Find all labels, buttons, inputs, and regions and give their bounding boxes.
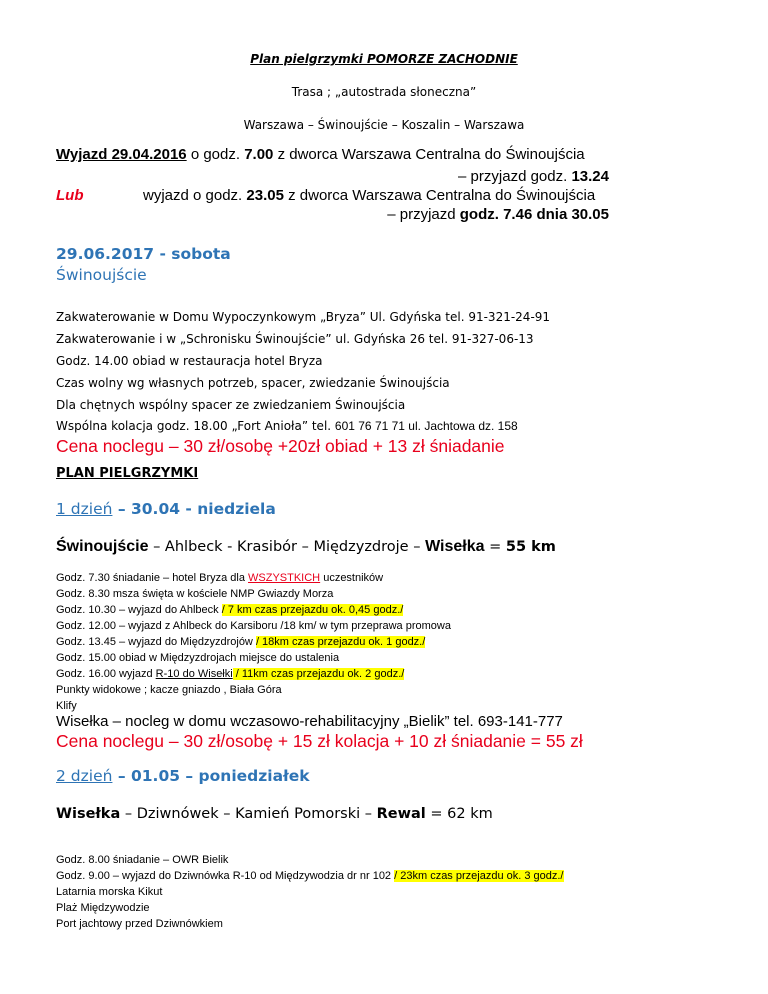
- departure-line-2: – przyjazd godz. 13.24: [458, 168, 609, 185]
- day1-line: Klify: [56, 700, 77, 712]
- departure-line-4: – przyjazd godz. 7.46 dnia 30.05: [387, 206, 609, 223]
- day1-label: 1 dzień – 30.04 - niedziela: [56, 500, 276, 518]
- day1-line: Punkty widokowe ; kacze gniazdo , Biała Góra: [56, 684, 282, 696]
- day0-price: Cena noclegu – 30 zł/osobę +20zł obiad + 13 zł śniadanie: [56, 436, 505, 456]
- day0-line: Zakwaterowanie w Domu Wypoczynkowym „Bryza” Ul. Gdyńska tel. 91-321-24-91: [56, 310, 551, 324]
- day0-place: Świnoujście: [56, 266, 147, 284]
- route-label: Trasa ; „autostrada słoneczna”: [291, 85, 477, 99]
- day2-route: Wisełka – Dziwnówek – Kamień Pomorski – Rewal = 62 km: [56, 806, 493, 822]
- day2-line: Latarnia morska Kikut: [56, 886, 163, 898]
- day0-line: Godz. 14.00 obiad w restauracja hotel Bryza: [56, 354, 323, 368]
- day1-line: Godz. 16.00 wyjazd R-10 do Wisełki / 11km czas przejazdu ok. 2 godz./: [56, 668, 405, 680]
- day2-line: Plaż Międzywodzie: [56, 902, 150, 914]
- document-title: Plan pielgrzymki POMORZE ZACHODNIE: [250, 52, 518, 66]
- day0-line: Czas wolny wg własnych potrzeb, spacer, zwiedzanie Świnoujścia: [56, 376, 450, 390]
- day1-line: Godz. 8.30 msza święta w kościele NMP Gwiazdy Morza: [56, 588, 334, 600]
- day1-line: Godz. 12.00 – wyjazd z Ahlbeck do Karsiboru /18 km/ w tym przeprawa promowa: [56, 620, 451, 632]
- day1-line: Godz. 7.30 śniadanie – hotel Bryza dla WSZYSTKICH uczestników: [56, 572, 384, 584]
- day1-price: Cena noclegu – 30 zł/osobę + 15 zł kolacja + 10 zł śniadanie = 55 zł: [56, 731, 583, 751]
- route-cities: Warszawa – Świnoujście – Koszalin – Warszawa: [243, 118, 525, 132]
- day2-line: Godz. 9.00 – wyjazd do Dziwnówka R-10 od Międzywodzia dr nr 102 / 23km czas przejazdu ok. 3 godz./: [56, 870, 564, 882]
- day2-line: Godz. 8.00 śniadanie – OWR Bielik: [56, 854, 229, 866]
- day1-line: Godz. 10.30 – wyjazd do Ahlbeck / 7 km czas przejazdu ok. 0,45 godz./: [56, 604, 404, 616]
- departure-line-1: Wyjazd 29.04.2016 o godz. 7.00 z dworca Warszawa Centralna do Świnoujścia: [56, 146, 585, 163]
- day0-date: 29.06.2017 - sobota: [56, 245, 231, 263]
- day0-line: Zakwaterowanie i w „Schronisku Świnoujście” ul. Gdyńska 26 tel. 91-327-06-13: [56, 332, 534, 346]
- day2-line: Port jachtowy przed Dziwnówkiem: [56, 918, 223, 930]
- plan-heading: PLAN PIELGRZYMKI: [56, 466, 199, 481]
- day0-line: Dla chętnych wspólny spacer ze zwiedzaniem Świnoujścia: [56, 398, 406, 412]
- departure-line-3: wyjazd o godz. 23.05 z dworca Warszawa Centralna do Świnoujścia: [143, 187, 596, 204]
- day0-supper: Wspólna kolacja godz. 18.00 „Fort Anioła” tel. 601 76 71 71 ul. Jachtowa dz. 158: [56, 419, 518, 433]
- day1-line: Godz. 15.00 obiad w Międzyzdrojach miejsce do ustalenia: [56, 652, 340, 664]
- day1-route: Świnoujście – Ahlbeck - Krasibór – Międzyzdroje – Wisełka = 55 km: [56, 538, 556, 555]
- day2-label: 2 dzień – 01.05 – poniedziałek: [56, 767, 310, 785]
- alternative-label: Lub: [56, 187, 84, 204]
- day1-line: Godz. 13.45 – wyjazd do Międzyzdrojów / 18km czas przejazdu ok. 1 godz./: [56, 636, 426, 648]
- departure-date: Wyjazd 29.04.2016: [56, 146, 187, 163]
- day1-stay: Wisełka – nocleg w domu wczasowo-rehabilitacyjny „Bielik” tel. 693-141-777: [56, 713, 563, 730]
